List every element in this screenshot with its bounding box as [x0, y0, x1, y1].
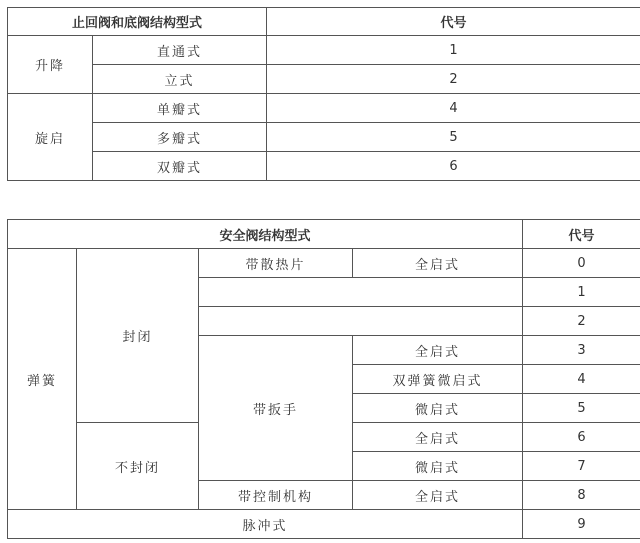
type-double-spring-micro-lift: 双弹簧微启式 [353, 365, 523, 394]
code-cell: 6 [267, 152, 640, 181]
code-cell: 5 [267, 123, 640, 152]
type-single-disc: 单瓣式 [93, 94, 267, 123]
code-cell: 4 [523, 365, 640, 394]
check-valve-code-header: 代号 [267, 8, 640, 36]
empty-cell [199, 307, 523, 336]
sealed-group: 封闭 [77, 249, 199, 423]
code-cell: 6 [523, 423, 640, 452]
type-full-lift: 全启式 [353, 336, 523, 365]
with-heat-sink: 带散热片 [199, 249, 353, 278]
type-micro-lift: 微启式 [353, 394, 523, 423]
code-cell: 2 [267, 65, 640, 94]
type-multi-disc: 多瓣式 [93, 123, 267, 152]
check-valve-table [7, 7, 640, 181]
type-double-disc: 双瓣式 [93, 152, 267, 181]
code-cell: 5 [523, 394, 640, 423]
code-cell: 9 [523, 510, 640, 539]
safety-valve-code-header: 代号 [523, 220, 640, 249]
code-cell: 4 [267, 94, 640, 123]
group-lift: 升降 [8, 36, 93, 94]
type-full-lift: 全启式 [353, 423, 523, 452]
type-vertical: 立式 [93, 65, 267, 94]
code-cell: 1 [523, 278, 640, 307]
code-cell: 0 [523, 249, 640, 278]
type-micro-lift: 微启式 [353, 452, 523, 481]
code-cell: 7 [523, 452, 640, 481]
safety-valve-table [7, 219, 640, 539]
code-cell: 1 [267, 36, 640, 65]
code-cell: 3 [523, 336, 640, 365]
pulse-type: 脉冲式 [8, 510, 523, 539]
type-full-lift: 全启式 [353, 481, 523, 510]
unsealed-group: 不封闭 [77, 423, 199, 510]
group-swing: 旋启 [8, 94, 93, 181]
type-full-lift: 全启式 [353, 249, 523, 278]
safety-valve-structure-header: 安全阀结构型式 [8, 220, 523, 249]
code-cell: 2 [523, 307, 640, 336]
code-cell: 8 [523, 481, 640, 510]
with-control-mechanism: 带控制机构 [199, 481, 353, 510]
type-straight-through: 直通式 [93, 36, 267, 65]
with-wrench: 带扳手 [199, 336, 353, 481]
check-valve-structure-header: 止回阀和底阀结构型式 [8, 8, 267, 36]
empty-cell [199, 278, 523, 307]
spring-group: 弹簧 [8, 249, 77, 510]
